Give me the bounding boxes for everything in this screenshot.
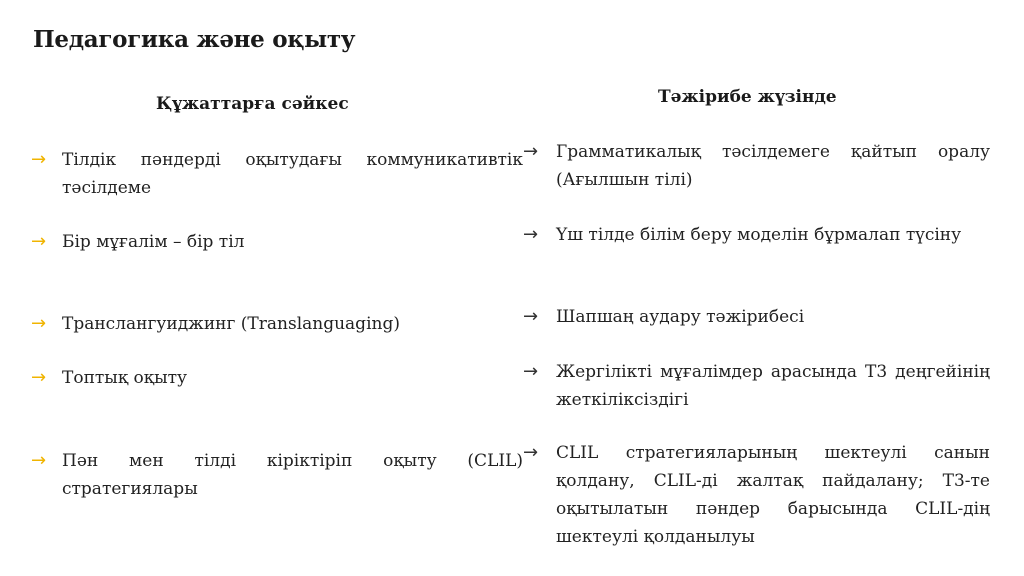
left-item-text: Тілдік пәндерді оқытудағы коммуникативтік тәсілдеме (62, 150, 523, 198)
right-item-text: CLIL стратегияларының шектеулі санын қолдану, CLIL-ді жалтақ пайдалану; Т3-те оқытылатын пәндер барысында CLIL-дің шектеулі қолданылуы (556, 443, 990, 547)
left-item-text: Транслангуиджинг (Translanguaging) (62, 314, 400, 334)
left-item-text: Топтық оқыту (62, 368, 188, 388)
right-list-item (523, 138, 990, 194)
right-list-item (523, 303, 990, 331)
left-list-item (31, 447, 523, 503)
left-item-text: Пән мен тілді кіріктіріп оқыту (CLIL) стратегиялары (62, 451, 523, 499)
bullet-arrow-icon: → (523, 442, 539, 463)
bullet-arrow-icon: → (31, 231, 47, 252)
right-column-heading: Тәжірибе жүзінде (658, 87, 837, 107)
right-list-item (523, 439, 990, 551)
bullet-arrow-icon: → (523, 361, 539, 382)
bullet-arrow-icon: → (31, 450, 47, 471)
right-item-text: Жергілікті мұғалімдер арасында Т3 деңгейінің жеткіліксіздігі (556, 362, 990, 410)
bullet-arrow-icon: → (523, 224, 539, 245)
bullet-arrow-icon: → (523, 141, 539, 162)
left-list-item (31, 364, 523, 392)
right-item-text: Грамматикалық тәсілдемеге қайтып оралу (Ағылшын тілі) (556, 142, 990, 190)
right-item-text: Үш тілде білім беру моделін бұрмалап түсіну (556, 225, 962, 245)
right-list-item (523, 358, 990, 414)
bullet-arrow-icon: → (31, 367, 47, 388)
bullet-arrow-icon: → (31, 149, 47, 170)
left-list-item (31, 146, 523, 202)
left-column-heading: Құжаттарға сәйкес (156, 94, 349, 114)
right-item-text: Шапшаң аудару тәжірибесі (556, 307, 805, 327)
left-item-text: Бір мұғалім – бір тіл (62, 232, 245, 252)
bullet-arrow-icon: → (523, 306, 539, 327)
left-list-item (31, 228, 523, 256)
right-list-item (523, 221, 990, 249)
bullet-arrow-icon: → (31, 313, 47, 334)
left-list-item (31, 310, 523, 338)
slide-title: Педагогика және оқыту (33, 26, 356, 53)
